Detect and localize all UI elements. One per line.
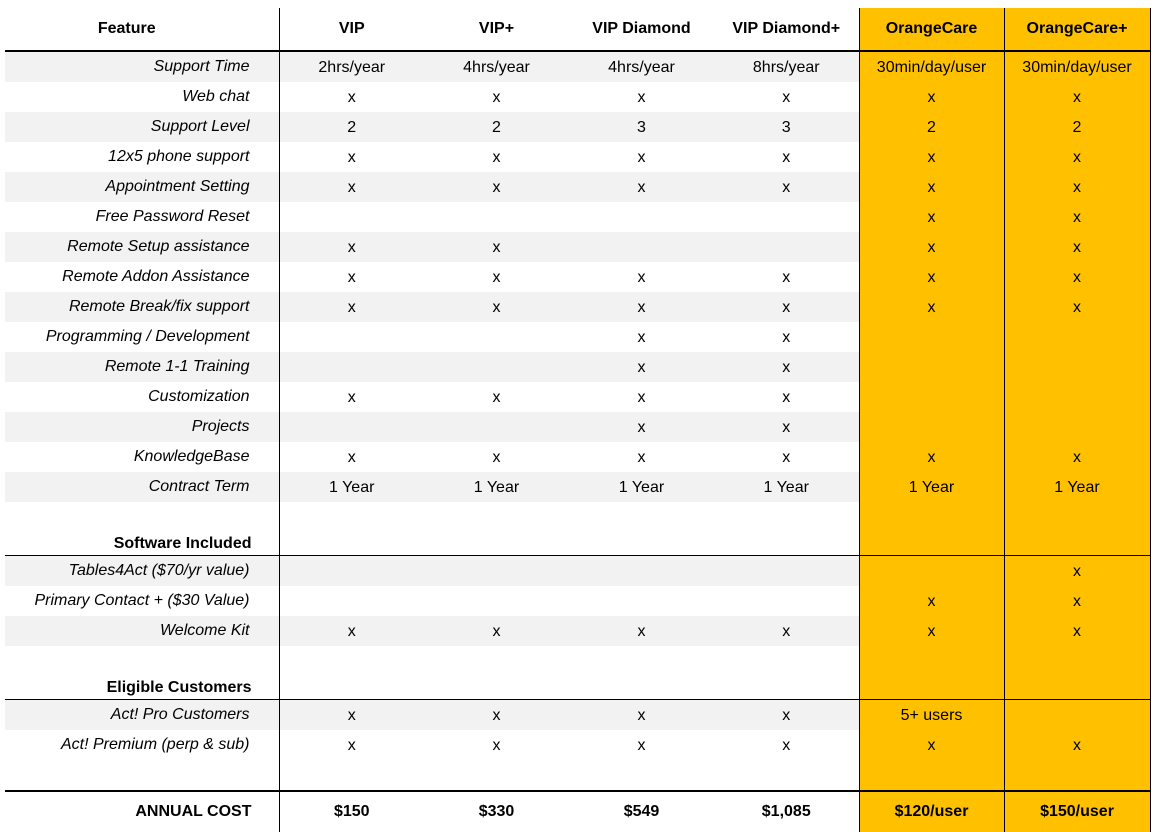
row-cell: x (347, 89, 356, 106)
row-cell: x (1004, 82, 1150, 112)
row-cell: 2hrs/year (279, 51, 424, 82)
row-cell: x (424, 172, 569, 202)
row-cell: 1 Year (859, 472, 1004, 502)
section-cell (714, 502, 859, 556)
row-cell: 3 (569, 112, 714, 142)
row-cell: 8hrs/year (714, 51, 859, 82)
row-cell (1004, 700, 1150, 731)
row-cell: x (1004, 586, 1150, 616)
table-body (5, 8, 1150, 832)
row-cell: x (714, 292, 859, 322)
table-row (5, 292, 1150, 322)
row-cell: 1 Year (1004, 472, 1150, 502)
section-header-row (5, 646, 1150, 700)
row-cell: x (637, 449, 646, 466)
row-cell: x (782, 269, 791, 286)
row-cell: 2 (859, 112, 1004, 142)
row-cell: x (1004, 172, 1150, 202)
table-row (5, 82, 1150, 112)
row-cell (279, 586, 424, 616)
row-cell: 2 (279, 112, 424, 142)
spacer-cell (1004, 760, 1150, 791)
table-row (5, 142, 1150, 172)
row-cell: x (782, 149, 791, 166)
row-cell (424, 202, 569, 232)
table-row (5, 700, 1150, 731)
row-cell: 1 Year (279, 472, 424, 502)
annual-cost-value: $330 (424, 791, 569, 832)
row-cell (424, 586, 569, 616)
row-label: Support Level (5, 112, 279, 142)
row-label: Remote Break/fix support (5, 292, 279, 322)
row-cell (859, 382, 1004, 412)
row-cell: x (637, 149, 646, 166)
pricing-comparison-sheet (5, 8, 1150, 832)
row-cell: x (492, 89, 501, 106)
section-cell (424, 502, 569, 556)
row-cell: x (782, 89, 791, 106)
row-cell: x (569, 352, 714, 382)
row-cell: x (859, 262, 1004, 292)
row-cell: x (714, 700, 859, 731)
row-label: Remote 1-1 Training (5, 352, 279, 382)
row-label: Free Password Reset (5, 202, 279, 232)
section-cell (279, 502, 424, 556)
row-cell (569, 232, 714, 262)
row-cell: x (492, 737, 501, 754)
spacer-cell (424, 760, 569, 791)
row-cell: x (859, 442, 1004, 472)
row-cell (1004, 322, 1150, 352)
row-cell: x (859, 172, 1004, 202)
section-cell (424, 646, 569, 700)
table-row (5, 112, 1150, 142)
row-cell: x (1004, 292, 1150, 322)
row-cell: 5+ users (859, 700, 1004, 731)
row-cell: x (637, 269, 646, 286)
row-label: Act! Pro Customers (5, 700, 279, 731)
row-cell (569, 556, 714, 587)
spacer-row (5, 760, 1150, 791)
row-cell: x (859, 142, 1004, 172)
row-cell: x (1004, 616, 1150, 646)
row-cell: x (347, 449, 356, 466)
row-cell: x (347, 269, 356, 286)
column-header-6: OrangeCare+ (1004, 8, 1150, 51)
row-cell (1004, 352, 1150, 382)
row-cell: x (859, 232, 1004, 262)
table-row (5, 172, 1150, 202)
annual-cost-row (5, 791, 1150, 832)
row-label: Tables4Act ($70/yr value) (5, 556, 279, 587)
row-cell: x (1004, 556, 1150, 587)
row-cell (859, 322, 1004, 352)
row-cell: x (279, 292, 424, 322)
row-cell (424, 352, 569, 382)
row-cell (279, 202, 424, 232)
table-row (5, 472, 1150, 502)
table-row (5, 730, 1150, 760)
section-title: Eligible Customers (5, 646, 279, 700)
row-cell: x (782, 389, 791, 406)
section-cell (279, 646, 424, 700)
table-row (5, 51, 1150, 82)
row-label: Remote Addon Assistance (5, 262, 279, 292)
row-label: Remote Setup assistance (5, 232, 279, 262)
row-label: KnowledgeBase (5, 442, 279, 472)
row-cell (1004, 382, 1150, 412)
row-cell (424, 556, 569, 587)
row-cell: x (347, 737, 356, 754)
row-cell: x (569, 172, 714, 202)
table-row (5, 202, 1150, 232)
column-header-1: VIP (279, 8, 424, 51)
row-cell (859, 352, 1004, 382)
section-title: Software Included (5, 502, 279, 556)
section-cell (859, 646, 1004, 700)
column-header-2: VIP+ (424, 8, 569, 51)
row-cell (714, 202, 859, 232)
row-cell (714, 556, 859, 587)
row-cell: x (1004, 730, 1150, 760)
row-cell: x (347, 389, 356, 406)
row-cell: x (424, 232, 569, 262)
column-header-3: VIP Diamond (569, 8, 714, 51)
spacer-cell (714, 760, 859, 791)
row-cell: 3 (714, 112, 859, 142)
row-cell: x (1004, 442, 1150, 472)
table-row (5, 322, 1150, 352)
row-label: Welcome Kit (5, 616, 279, 646)
section-cell (1004, 502, 1150, 556)
row-cell: 30min/day/user (859, 51, 1004, 82)
section-cell (1004, 646, 1150, 700)
row-label: Support Time (5, 51, 279, 82)
section-cell (569, 502, 714, 556)
row-cell: x (492, 149, 501, 166)
row-cell: x (714, 352, 859, 382)
row-label: Contract Term (5, 472, 279, 502)
row-cell: x (424, 616, 569, 646)
row-cell: 4hrs/year (569, 51, 714, 82)
row-cell (279, 412, 424, 442)
row-cell: x (714, 412, 859, 442)
row-cell (859, 556, 1004, 587)
row-cell: x (279, 616, 424, 646)
feature-comparison-table (5, 8, 1151, 832)
row-cell: x (637, 89, 646, 106)
row-cell (424, 322, 569, 352)
row-cell: x (637, 737, 646, 754)
row-cell: x (569, 700, 714, 731)
row-cell: x (714, 172, 859, 202)
row-cell (714, 232, 859, 262)
row-cell: x (859, 82, 1004, 112)
row-cell: 1 Year (714, 472, 859, 502)
row-cell: x (1004, 232, 1150, 262)
annual-cost-label: ANNUAL COST (5, 791, 279, 832)
row-label: Appointment Setting (5, 172, 279, 202)
row-cell (279, 322, 424, 352)
row-cell: x (1004, 262, 1150, 292)
row-cell: x (569, 412, 714, 442)
column-header-4: VIP Diamond+ (714, 8, 859, 51)
annual-cost-value: $150/user (1004, 791, 1150, 832)
row-cell (279, 556, 424, 587)
row-cell (424, 412, 569, 442)
row-label: Programming / Development (5, 322, 279, 352)
row-cell (279, 352, 424, 382)
section-header-row (5, 502, 1150, 556)
row-cell: x (782, 329, 791, 346)
annual-cost-value: $120/user (859, 791, 1004, 832)
row-cell: x (1004, 202, 1150, 232)
table-row (5, 556, 1150, 587)
row-label: Primary Contact + ($30 Value) (5, 586, 279, 616)
row-cell: x (279, 232, 424, 262)
section-cell (569, 646, 714, 700)
row-cell: x (492, 449, 501, 466)
spacer-cell (569, 760, 714, 791)
row-cell: 30min/day/user (1004, 51, 1150, 82)
row-cell: 1 Year (424, 472, 569, 502)
row-cell: x (859, 586, 1004, 616)
column-header-0: Feature (5, 8, 279, 51)
row-cell: x (424, 292, 569, 322)
table-row (5, 382, 1150, 412)
row-cell: x (782, 449, 791, 466)
row-cell: x (279, 700, 424, 731)
table-row (5, 262, 1150, 292)
row-cell: 4hrs/year (424, 51, 569, 82)
row-cell: 2 (1004, 112, 1150, 142)
row-cell: x (859, 292, 1004, 322)
annual-cost-value: $150 (279, 791, 424, 832)
table-row (5, 442, 1150, 472)
annual-cost-value: $549 (569, 791, 714, 832)
table-row (5, 352, 1150, 382)
row-cell: x (569, 292, 714, 322)
row-label: 12x5 phone support (5, 142, 279, 172)
row-cell (569, 202, 714, 232)
row-cell (714, 586, 859, 616)
row-cell: x (569, 616, 714, 646)
row-cell: x (637, 389, 646, 406)
row-label: Projects (5, 412, 279, 442)
spacer-cell (859, 760, 1004, 791)
spacer-cell (279, 760, 424, 791)
annual-cost-value: $1,085 (714, 791, 859, 832)
row-label: Customization (5, 382, 279, 412)
table-row (5, 232, 1150, 262)
row-cell: x (492, 269, 501, 286)
table-row (5, 616, 1150, 646)
row-label: Web chat (5, 82, 279, 112)
row-cell: 1 Year (569, 472, 714, 502)
row-cell (569, 586, 714, 616)
row-cell (1004, 412, 1150, 442)
row-cell: x (279, 172, 424, 202)
header-row (5, 8, 1150, 51)
section-cell (714, 646, 859, 700)
row-cell: x (714, 616, 859, 646)
row-cell: x (492, 389, 501, 406)
row-cell: x (1004, 142, 1150, 172)
row-cell: x (859, 616, 1004, 646)
column-header-5: OrangeCare (859, 8, 1004, 51)
spacer-cell (5, 760, 279, 791)
row-cell: x (859, 202, 1004, 232)
section-cell (859, 502, 1004, 556)
row-cell: 2 (424, 112, 569, 142)
row-cell: x (637, 329, 646, 346)
row-cell (859, 412, 1004, 442)
row-cell: x (859, 730, 1004, 760)
row-cell: x (347, 149, 356, 166)
row-label: Act! Premium (perp & sub) (5, 730, 279, 760)
table-row (5, 586, 1150, 616)
row-cell: x (782, 737, 791, 754)
table-row (5, 412, 1150, 442)
row-cell: x (424, 700, 569, 731)
